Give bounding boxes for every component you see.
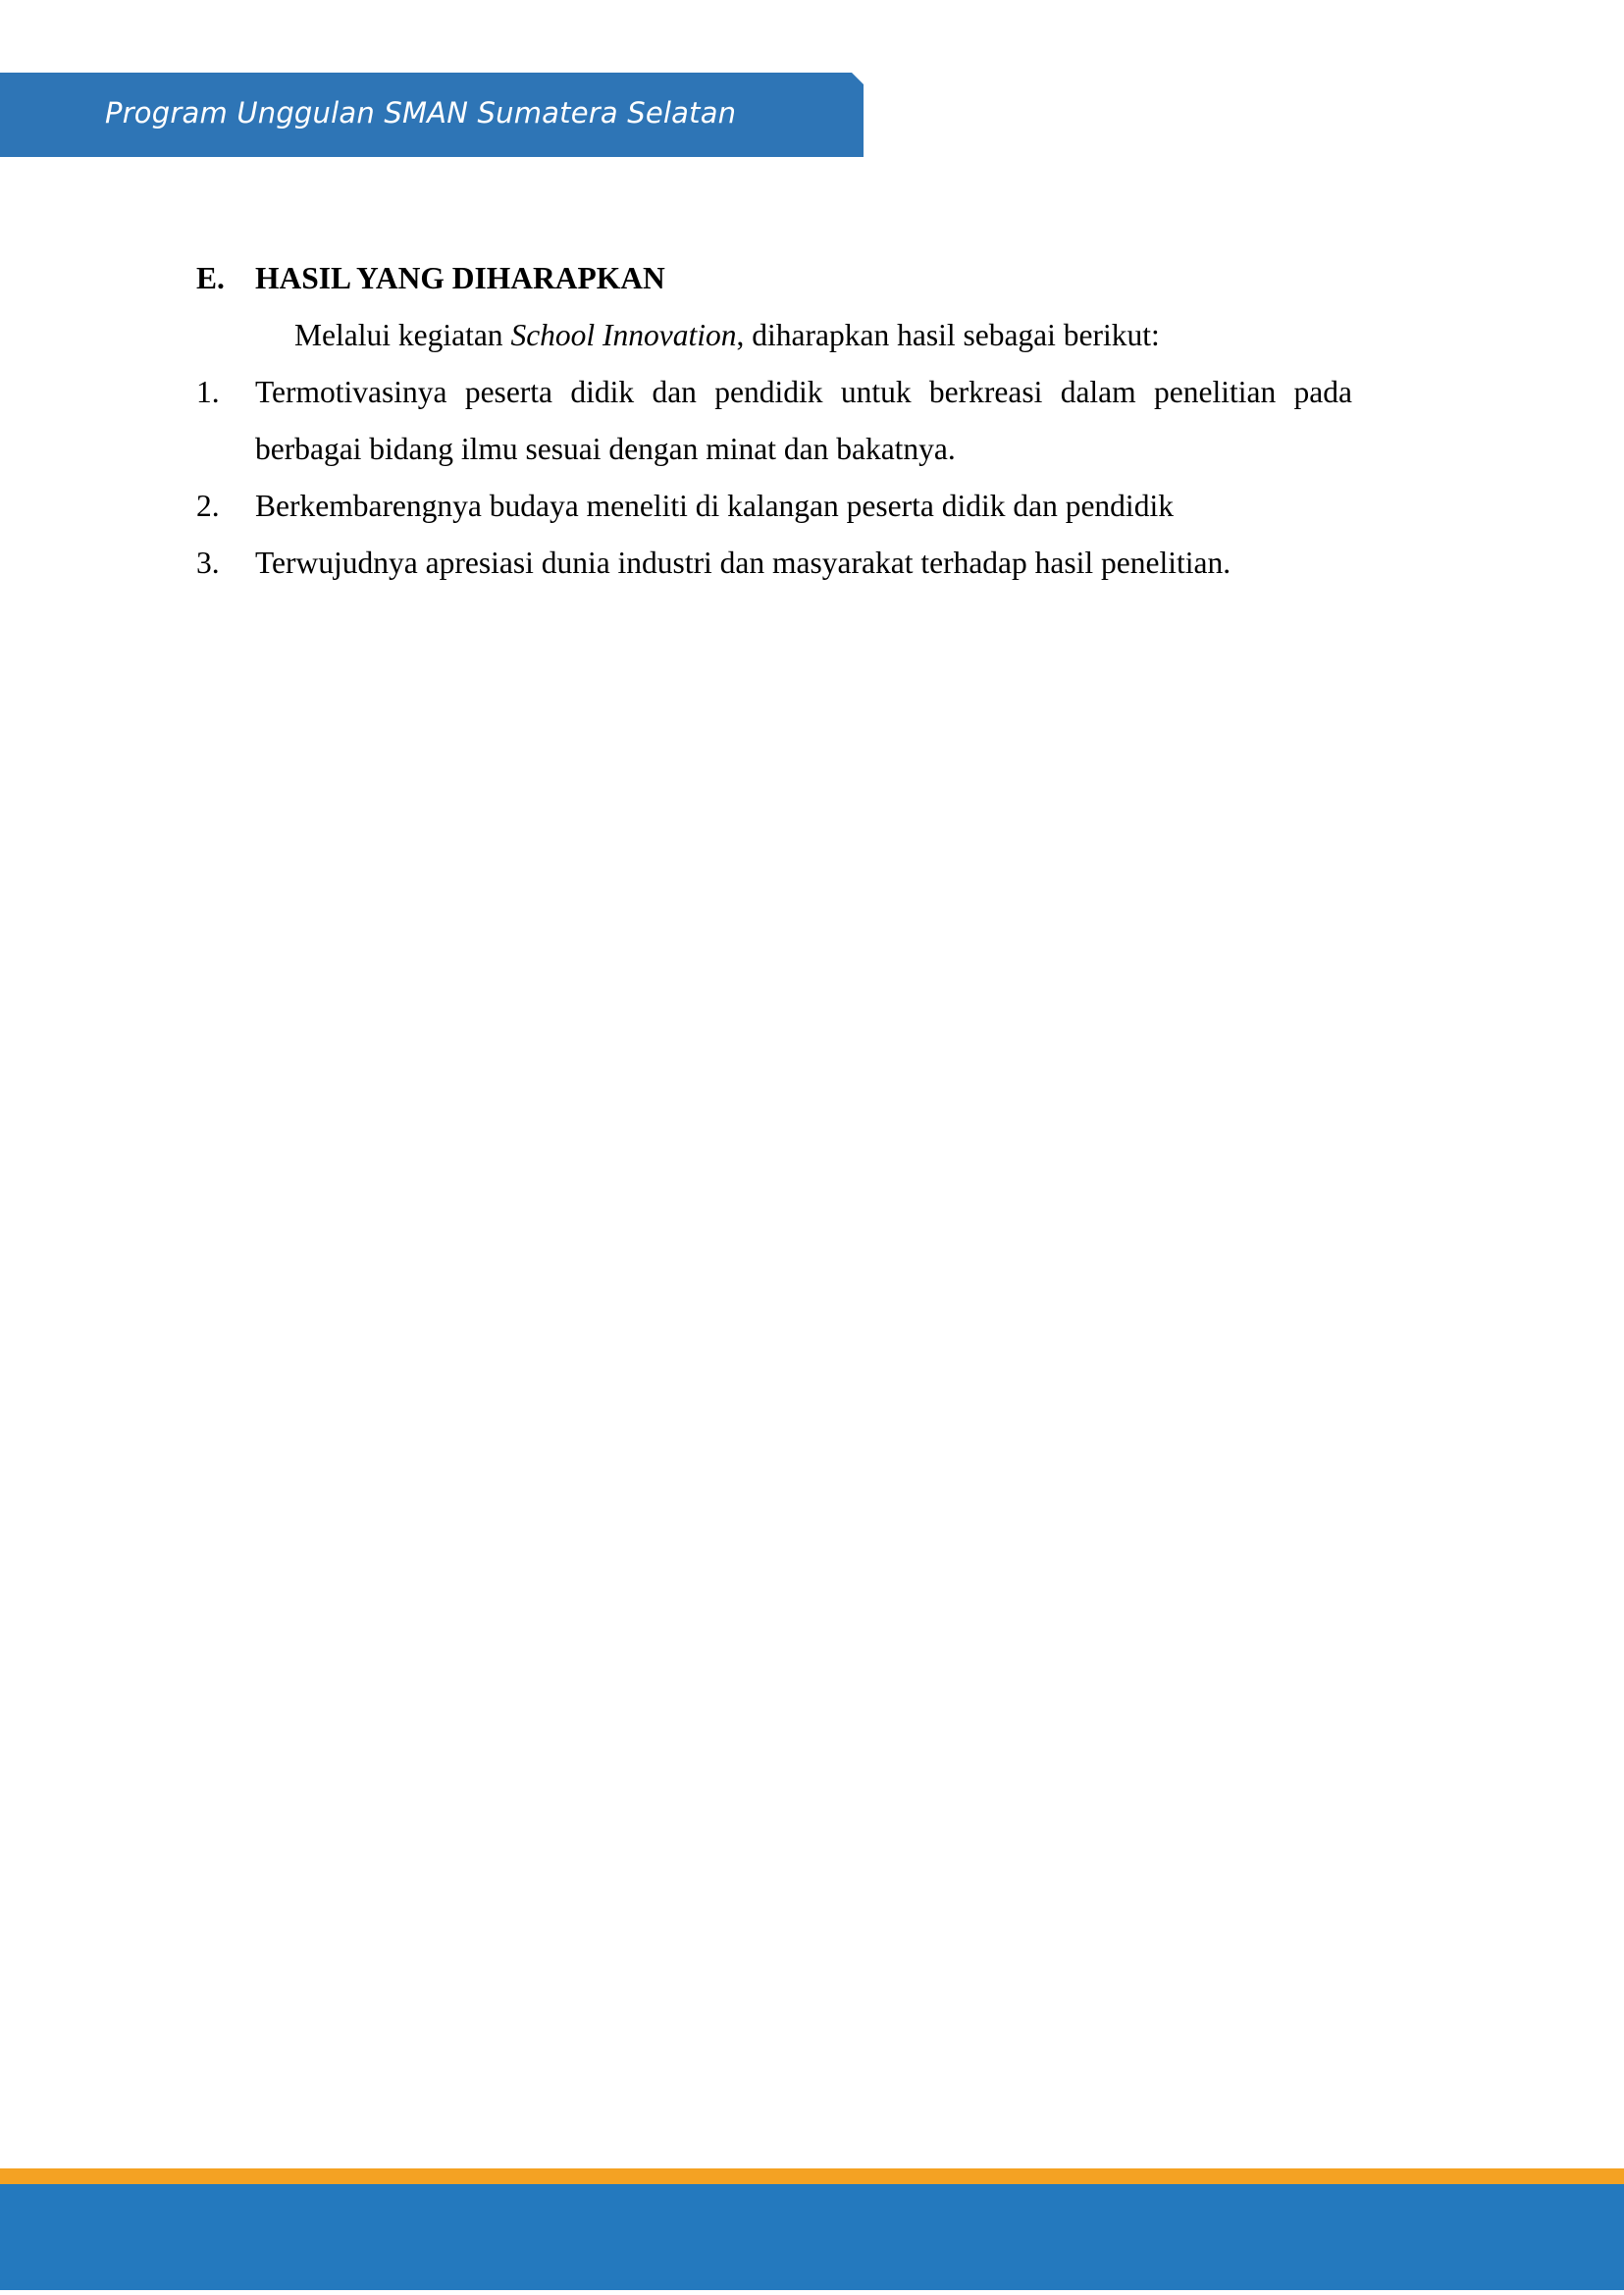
- section-letter: E.: [196, 261, 225, 295]
- list-item: [196, 478, 1352, 535]
- list-item-number: 2.: [196, 489, 220, 523]
- header-title: Program Unggulan SMAN Sumatera Selatan: [105, 96, 737, 130]
- list-item: [196, 364, 1352, 478]
- list-item-number: 3.: [196, 546, 220, 580]
- intro-text-after: , diharapkan hasil sebagai berikut:: [736, 318, 1160, 352]
- intro-text-italic: School Innovation: [510, 318, 737, 352]
- document-body: [196, 250, 1352, 592]
- list-item: [196, 535, 1352, 592]
- list-item-text: Berkembarengnya budaya meneliti di kalangan peserta didik dan pendidik: [255, 489, 1174, 523]
- footer-orange-stripe: [0, 2168, 1624, 2184]
- intro-text-before: Melalui kegiatan: [294, 318, 511, 352]
- intro-paragraph: [196, 307, 1352, 364]
- list-item-text: Termotivasinya peserta didik dan pendidik untuk berkreasi dalam penelitian pada berbagai bidang ilmu sesuai dengan minat dan bakatnya.: [255, 375, 1352, 466]
- list-item-text: Terwujudnya apresiasi dunia industri dan masyarakat terhadap hasil penelitian.: [255, 546, 1231, 580]
- footer-blue-band: [0, 2184, 1624, 2290]
- section-title: HASIL YANG DIHARAPKAN: [255, 261, 665, 295]
- section-heading: [196, 250, 1352, 307]
- list-item-number: 1.: [196, 375, 220, 409]
